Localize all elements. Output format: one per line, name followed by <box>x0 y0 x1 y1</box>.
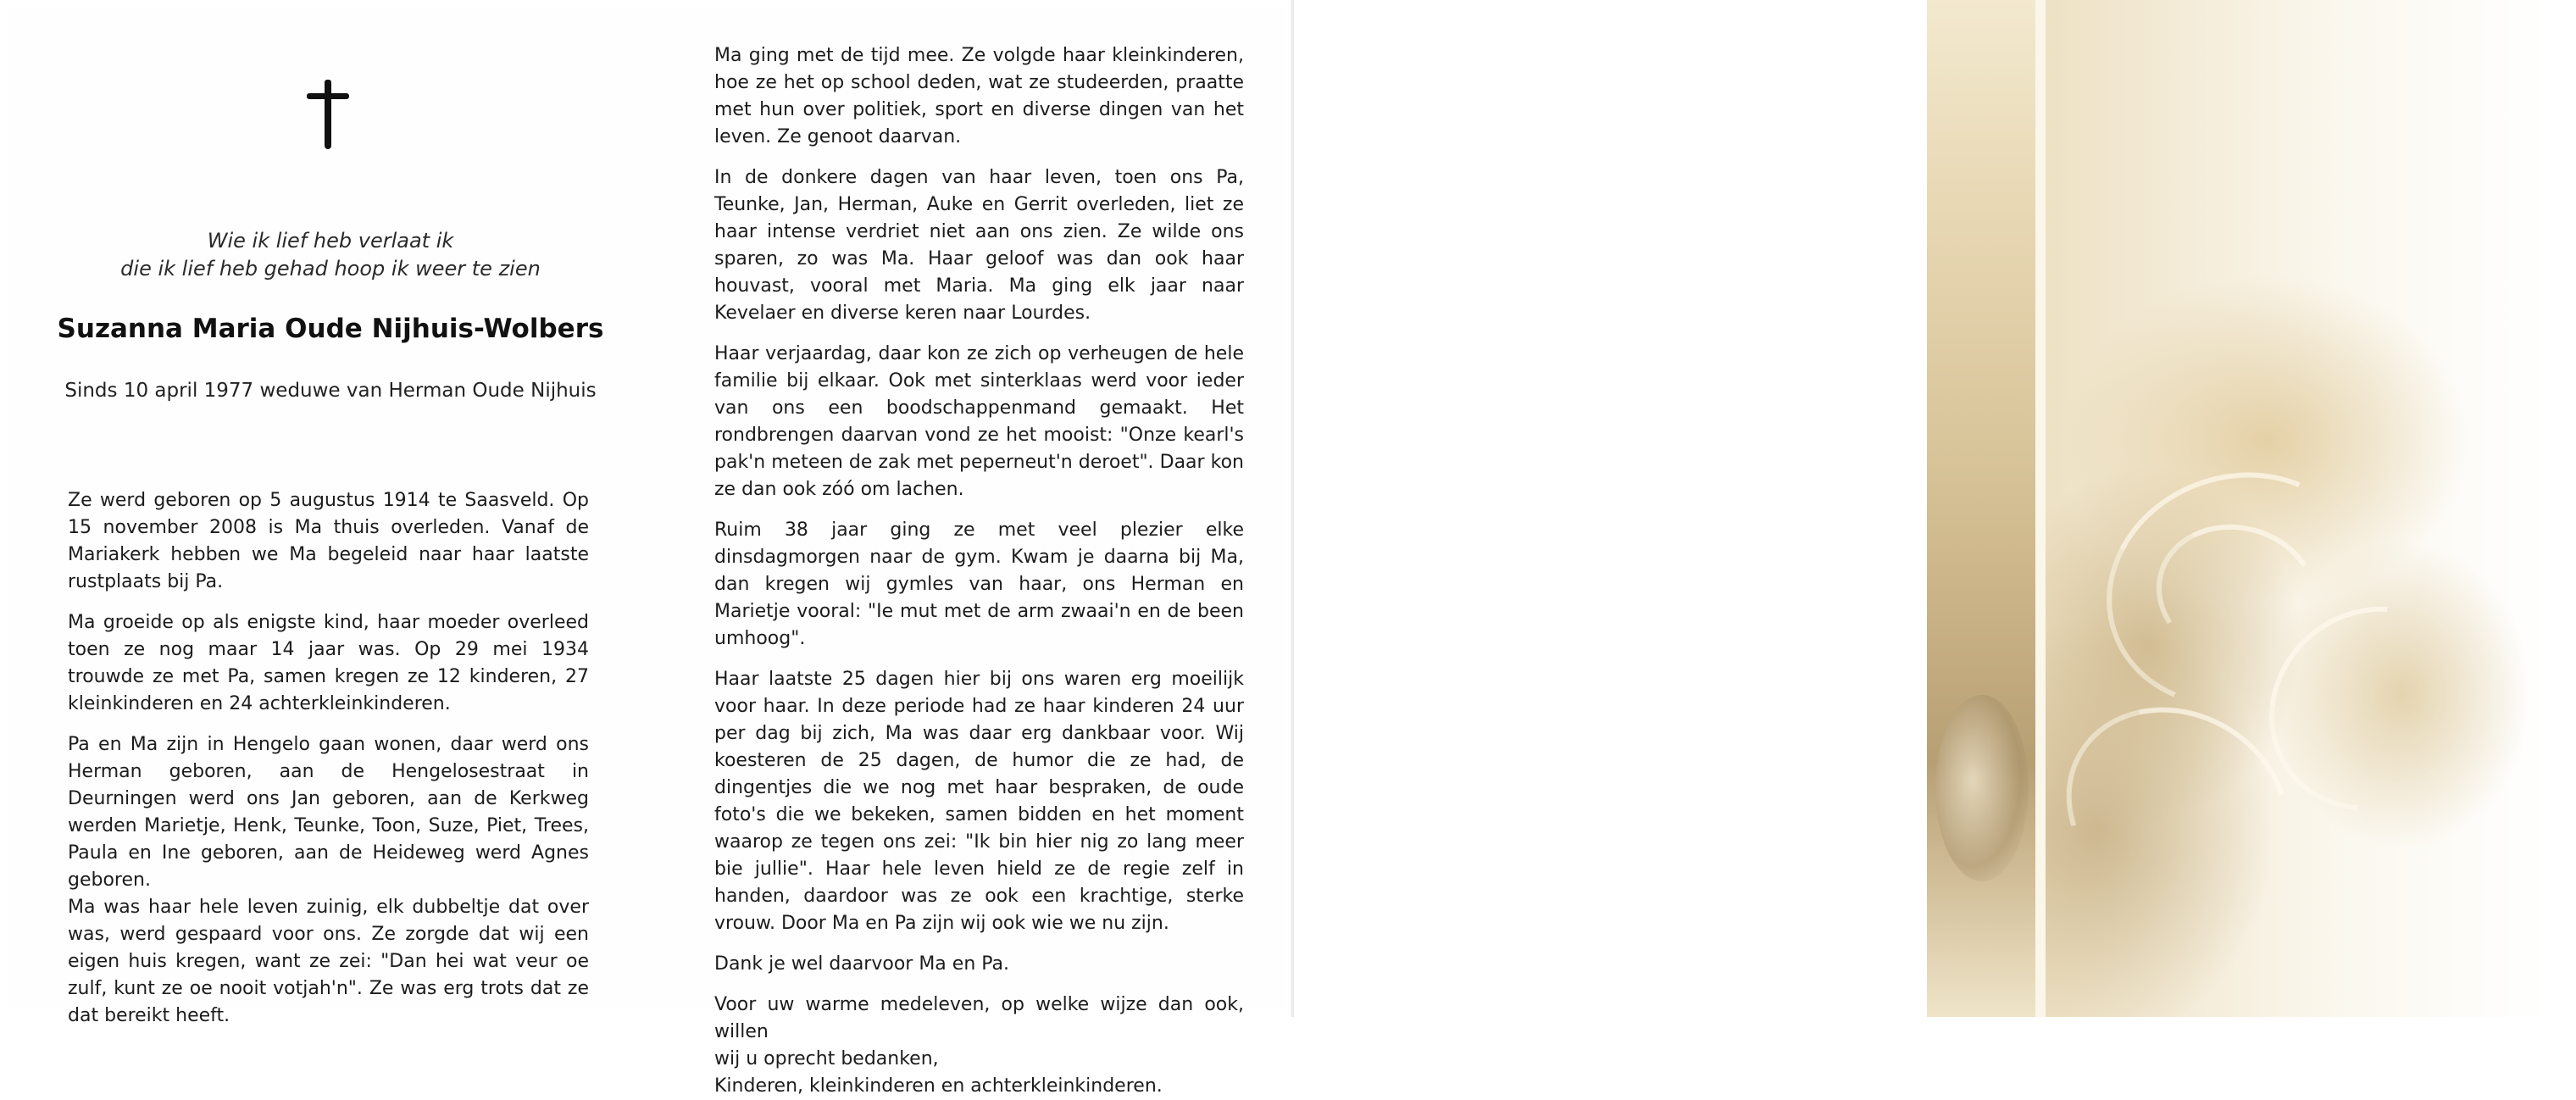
closing-line-1: Voor uw warme medeleven, op welke wijze dan ook, willen <box>714 994 1244 1042</box>
paragraph: Haar verjaardag, daar kon ze zich op verheugen de hele familie bij elkaar. Ook met sinterklaas werd voor ieder van ons een boodschappenmand gemaakt. Het rondbrengen daarvan vond ze het mooist: "Onze kearl's pak'n meteen de zak met peperneut'n deroet". Daar kon ze dan ook zóó om lachen. <box>714 343 1244 500</box>
closing-line-2: wij u oprecht bedanken, <box>714 1048 939 1069</box>
paragraph: Pa en Ma zijn in Hengelo gaan wonen, daar werd ons Herman geboren, aan de Hengelosestraat in Deurningen werd ons Jan geboren, aan de Kerkweg werden Marietje, Henk, Teunke, Toon, Suze, Piet, Trees, Paula en Ine geboren, aan de Heideweg werd Agnes geboren. <box>68 734 589 891</box>
rose-photo <box>2046 0 2576 1017</box>
cover-photo-page <box>1294 0 2576 1017</box>
widow-since-line: Sinds 10 april 1977 weduwe van Herman Oude Nijhuis <box>64 380 597 402</box>
cross-icon <box>307 80 349 149</box>
strip-gap <box>2035 0 2046 1017</box>
deceased-name: Suzanna Maria Oude Nijhuis-Wolbers <box>57 314 604 344</box>
motto-line-1: Wie ik lief heb verlaat ik <box>207 229 454 253</box>
paragraph: Dank je wel daarvoor Ma en Pa. <box>714 953 1010 975</box>
text-column-right <box>714 42 1244 1100</box>
rose-detail <box>1935 695 2029 881</box>
paragraph: Ruim 38 jaar ging ze met veel plezier elke dinsdagmorgen naar de gym. Kwam je daarna bij Ma, dan kregen wij gymles van haar, ons Herman en Marietje vooral: "Ie mut met de arm zwaai'n en de been umhoog". <box>714 519 1244 649</box>
paragraph: In de donkere dagen van haar leven, toen ons Pa, Teunke, Jan, Herman, Auke en Gerrit overleden, liet ze haar intense verdriet niet aan ons zien. Ze wilde ons sparen, zo was Ma. Haar geloof was dan ook haar houvast, vooral met Maria. Ma ging elk jaar naar Kevelaer en diverse keren naar Lourdes. <box>714 167 1244 324</box>
inner-text-page <box>8 8 1284 1097</box>
text-column-left <box>68 487 589 1043</box>
paragraph: Ma groeide op als enigste kind, haar moeder overleed toen ze nog maar 14 jaar was. Op 29 mei 1934 trouwde ze met Pa, samen kregen ze 12 kinderen, 27 kleinkinderen en 24 achterkleinkinderen. <box>68 612 589 714</box>
paragraph: Ma ging met de tijd mee. Ze volgde haar kleinkinderen, hoe ze het op school deden, wat ze studeerden, praatte met hun over politiek, sport en diverse dingen van het leven. Ze genoot daarvan. <box>714 45 1244 147</box>
motto-line-2: die ik lief heb gehad hoop ik weer te zien <box>120 257 541 281</box>
paragraph: Ma was haar hele leven zuinig, elk dubbeltje dat over was, werd gespaard voor ons. Ze zorgde dat wij een eigen huis kregen, want ze zei: "Dan hei wat veur oe zulf, kunt ze oe nooit votjah'n". Ze was erg trots dat ze dat bereikt heeft. <box>68 897 589 1026</box>
paragraph: Ze werd geboren op 5 augustus 1914 te Saasveld. Op 15 november 2008 is Ma thuis overleden. Vanaf de Mariakerk hebben we Ma begeleid naar haar laatste rustplaats bij Pa. <box>68 490 589 592</box>
closing-signature: Kinderen, kleinkinderen en achterkleinkinderen. <box>714 1075 1163 1097</box>
paragraph: Haar laatste 25 dagen hier bij ons waren erg moeilijk voor haar. In deze periode had ze haar kinderen 24 uur per dag bij zich, Ma was daar erg dankbaar voor. Wij koesteren de 25 dagen, de humor die ze had, de dingentjes die we nog met haar bespraken, de oude foto's die we bekeken, samen bidden en het moment waarop ze tegen ons zei: "Ik bin hier nig zo lang meer bie jullie". Haar hele leven hield ze de regie zelf in handen, daardoor was ze ook een krachtige, sterke vrouw. Door Ma en Pa zijn wij ook wie we nu zijn. <box>714 669 1244 934</box>
